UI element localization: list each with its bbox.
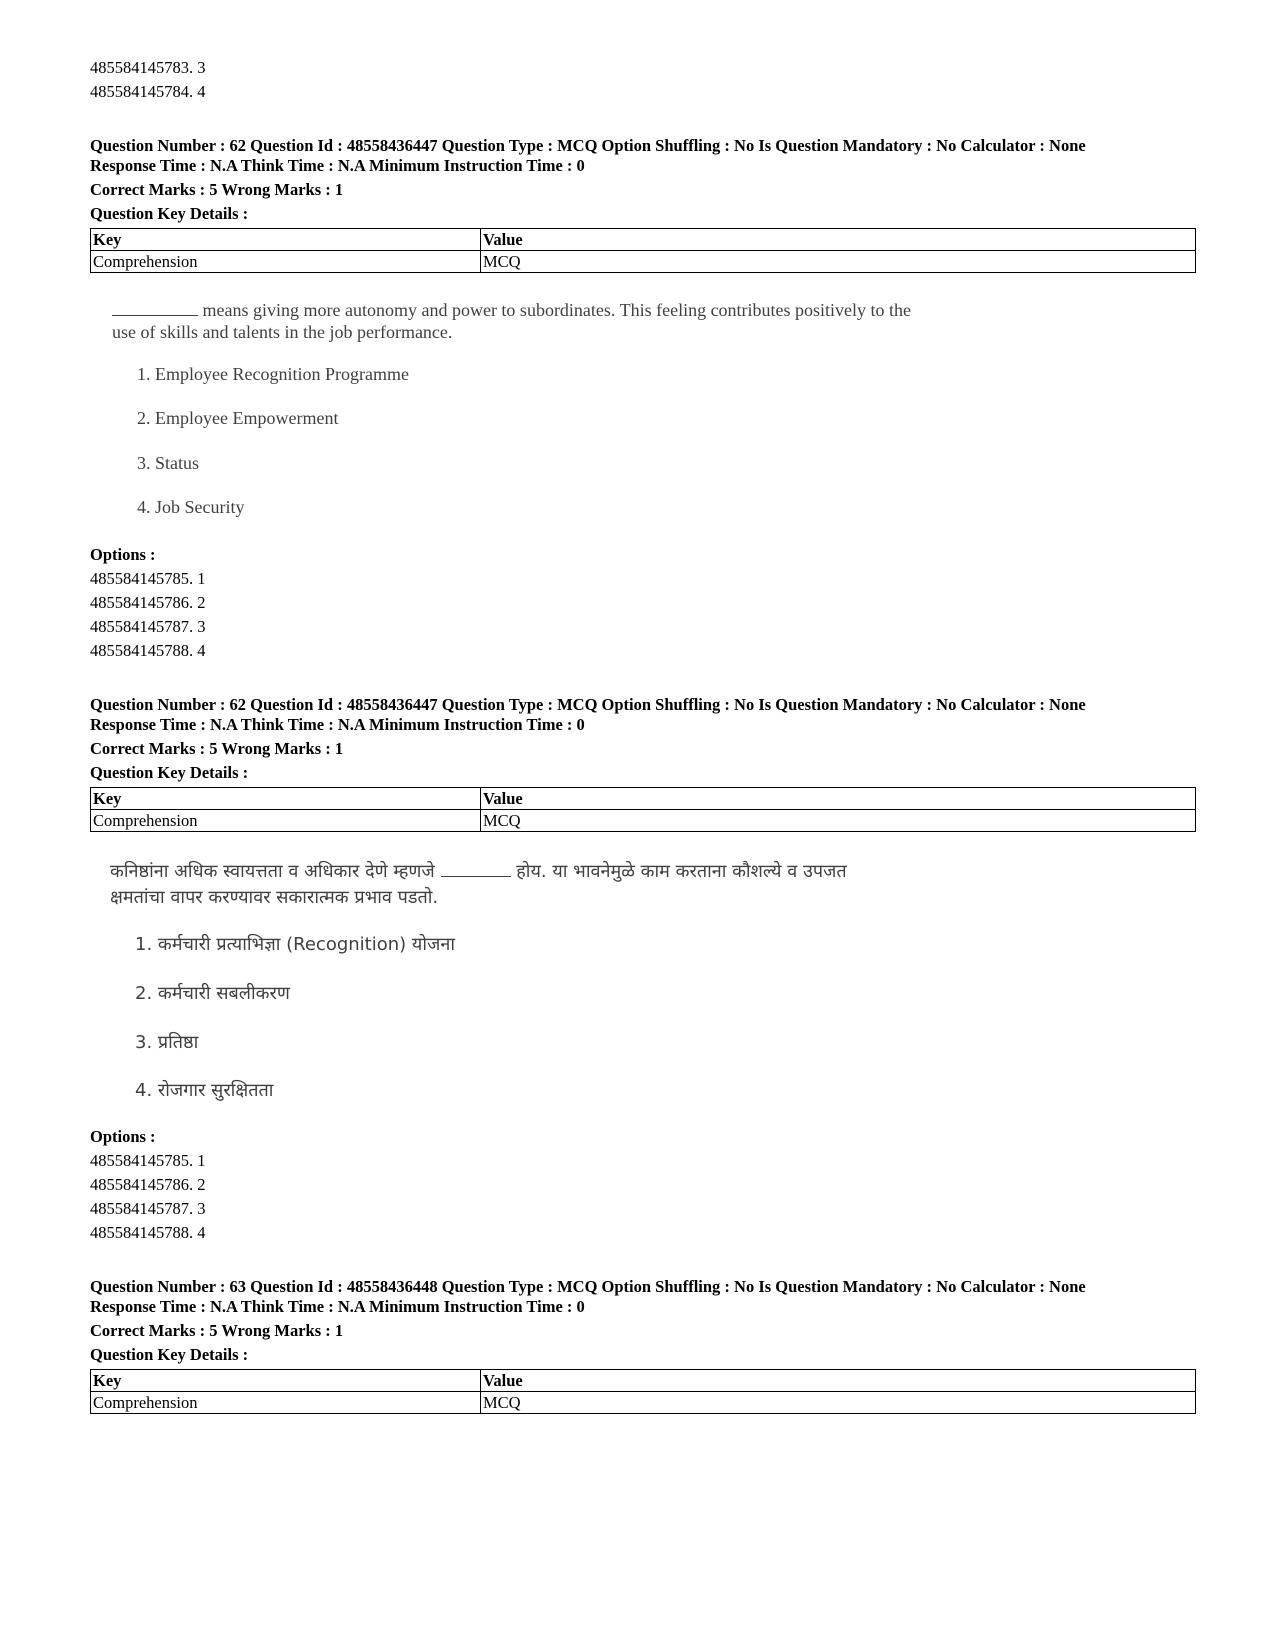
option-line: 485584145783. 3 bbox=[90, 58, 206, 77]
question-image-english bbox=[112, 298, 1012, 528]
question-timing-line: Response Time : N.A Think Time : N.A Minimum Instruction Time : 0 bbox=[90, 715, 585, 734]
key-header-cell: Key bbox=[91, 229, 481, 251]
question-timing-line: Response Time : N.A Think Time : N.A Minimum Instruction Time : 0 bbox=[90, 1297, 585, 1316]
option-line: 485584145787. 3 bbox=[90, 617, 206, 636]
marks-line: Correct Marks : 5 Wrong Marks : 1 bbox=[90, 180, 344, 199]
value-header-cell: Value bbox=[481, 229, 1196, 251]
key-cell: Comprehension bbox=[91, 251, 481, 273]
question-stem bbox=[112, 298, 911, 322]
option-line: 485584145788. 4 bbox=[90, 1223, 206, 1242]
table-row bbox=[91, 251, 1196, 273]
key-details-table bbox=[90, 1369, 1196, 1414]
value-cell: MCQ bbox=[481, 810, 1196, 832]
question-stem-text-cont: होय. या भावनेमुळे काम करताना कौशल्ये व उपजत bbox=[516, 861, 847, 882]
answer-choice: 1. कर्मचारी प्रत्याभिज्ञा (Recognition) योजना bbox=[135, 934, 455, 955]
answer-choice: 2. कर्मचारी सबलीकरण bbox=[135, 983, 290, 1004]
answer-choice: 2. Employee Empowerment bbox=[137, 408, 339, 428]
question-meta-line: Question Number : 62 Question Id : 48558436447 Question Type : MCQ Option Shuffling : No Is Question Mandatory : No Calculator : None bbox=[90, 695, 1086, 714]
question-stem-text: कनिष्ठांना अधिक स्वायत्तता व अधिकार देणे म्हणजे bbox=[110, 861, 435, 882]
question-image-marathi bbox=[110, 860, 1010, 1110]
option-line: 485584145785. 1 bbox=[90, 1151, 206, 1170]
question-stem-text: means giving more autonomy and power to subordinates. This feeling contributes positively to the bbox=[202, 300, 912, 320]
key-header-cell: Key bbox=[91, 1370, 481, 1392]
value-cell: MCQ bbox=[481, 1392, 1196, 1414]
option-line: 485584145786. 2 bbox=[90, 1175, 206, 1194]
question-meta-line: Question Number : 62 Question Id : 48558436447 Question Type : MCQ Option Shuffling : No Is Question Mandatory : No Calculator : None bbox=[90, 136, 1086, 155]
answer-choice: 1. Employee Recognition Programme bbox=[137, 364, 409, 384]
key-cell: Comprehension bbox=[91, 1392, 481, 1414]
key-details-label: Question Key Details : bbox=[90, 204, 249, 223]
answer-choice: 4. Job Security bbox=[137, 497, 245, 517]
question-timing-line: Response Time : N.A Think Time : N.A Minimum Instruction Time : 0 bbox=[90, 156, 585, 175]
option-line: 485584145784. 4 bbox=[90, 82, 206, 101]
question-meta-line: Question Number : 63 Question Id : 48558436448 Question Type : MCQ Option Shuffling : No Is Question Mandatory : No Calculator : None bbox=[90, 1277, 1086, 1296]
answer-choice: 3. Status bbox=[137, 453, 200, 473]
value-header-cell: Value bbox=[481, 788, 1196, 810]
table-header-row bbox=[91, 788, 1196, 810]
key-details-label: Question Key Details : bbox=[90, 763, 249, 782]
option-line: 485584145786. 2 bbox=[90, 593, 206, 612]
table-row bbox=[91, 1392, 1196, 1414]
key-cell: Comprehension bbox=[91, 810, 481, 832]
options-label: Options : bbox=[90, 545, 156, 564]
marks-line: Correct Marks : 5 Wrong Marks : 1 bbox=[90, 1321, 344, 1340]
question-stem-line2: use of skills and talents in the job performance. bbox=[112, 322, 453, 342]
value-cell: MCQ bbox=[481, 251, 1196, 273]
value-header-cell: Value bbox=[481, 1370, 1196, 1392]
key-header-cell: Key bbox=[91, 788, 481, 810]
option-line: 485584145785. 1 bbox=[90, 569, 206, 588]
option-line: 485584145788. 4 bbox=[90, 641, 206, 660]
answer-blank bbox=[441, 862, 511, 877]
options-label: Options : bbox=[90, 1127, 156, 1146]
table-row bbox=[91, 810, 1196, 832]
question-stem bbox=[110, 860, 847, 884]
answer-blank bbox=[112, 301, 198, 316]
answer-choice: 3. प्रतिष्ठा bbox=[135, 1032, 199, 1053]
question-stem-line2: क्षमतांचा वापर करण्यावर सकारात्मक प्रभाव पडतो. bbox=[110, 887, 439, 908]
answer-choice: 4. रोजगार सुरक्षितता bbox=[135, 1080, 274, 1101]
marks-line: Correct Marks : 5 Wrong Marks : 1 bbox=[90, 739, 344, 758]
key-details-table bbox=[90, 228, 1196, 273]
option-line: 485584145787. 3 bbox=[90, 1199, 206, 1218]
key-details-table bbox=[90, 787, 1196, 832]
key-details-label: Question Key Details : bbox=[90, 1345, 249, 1364]
table-header-row bbox=[91, 1370, 1196, 1392]
table-header-row bbox=[91, 229, 1196, 251]
